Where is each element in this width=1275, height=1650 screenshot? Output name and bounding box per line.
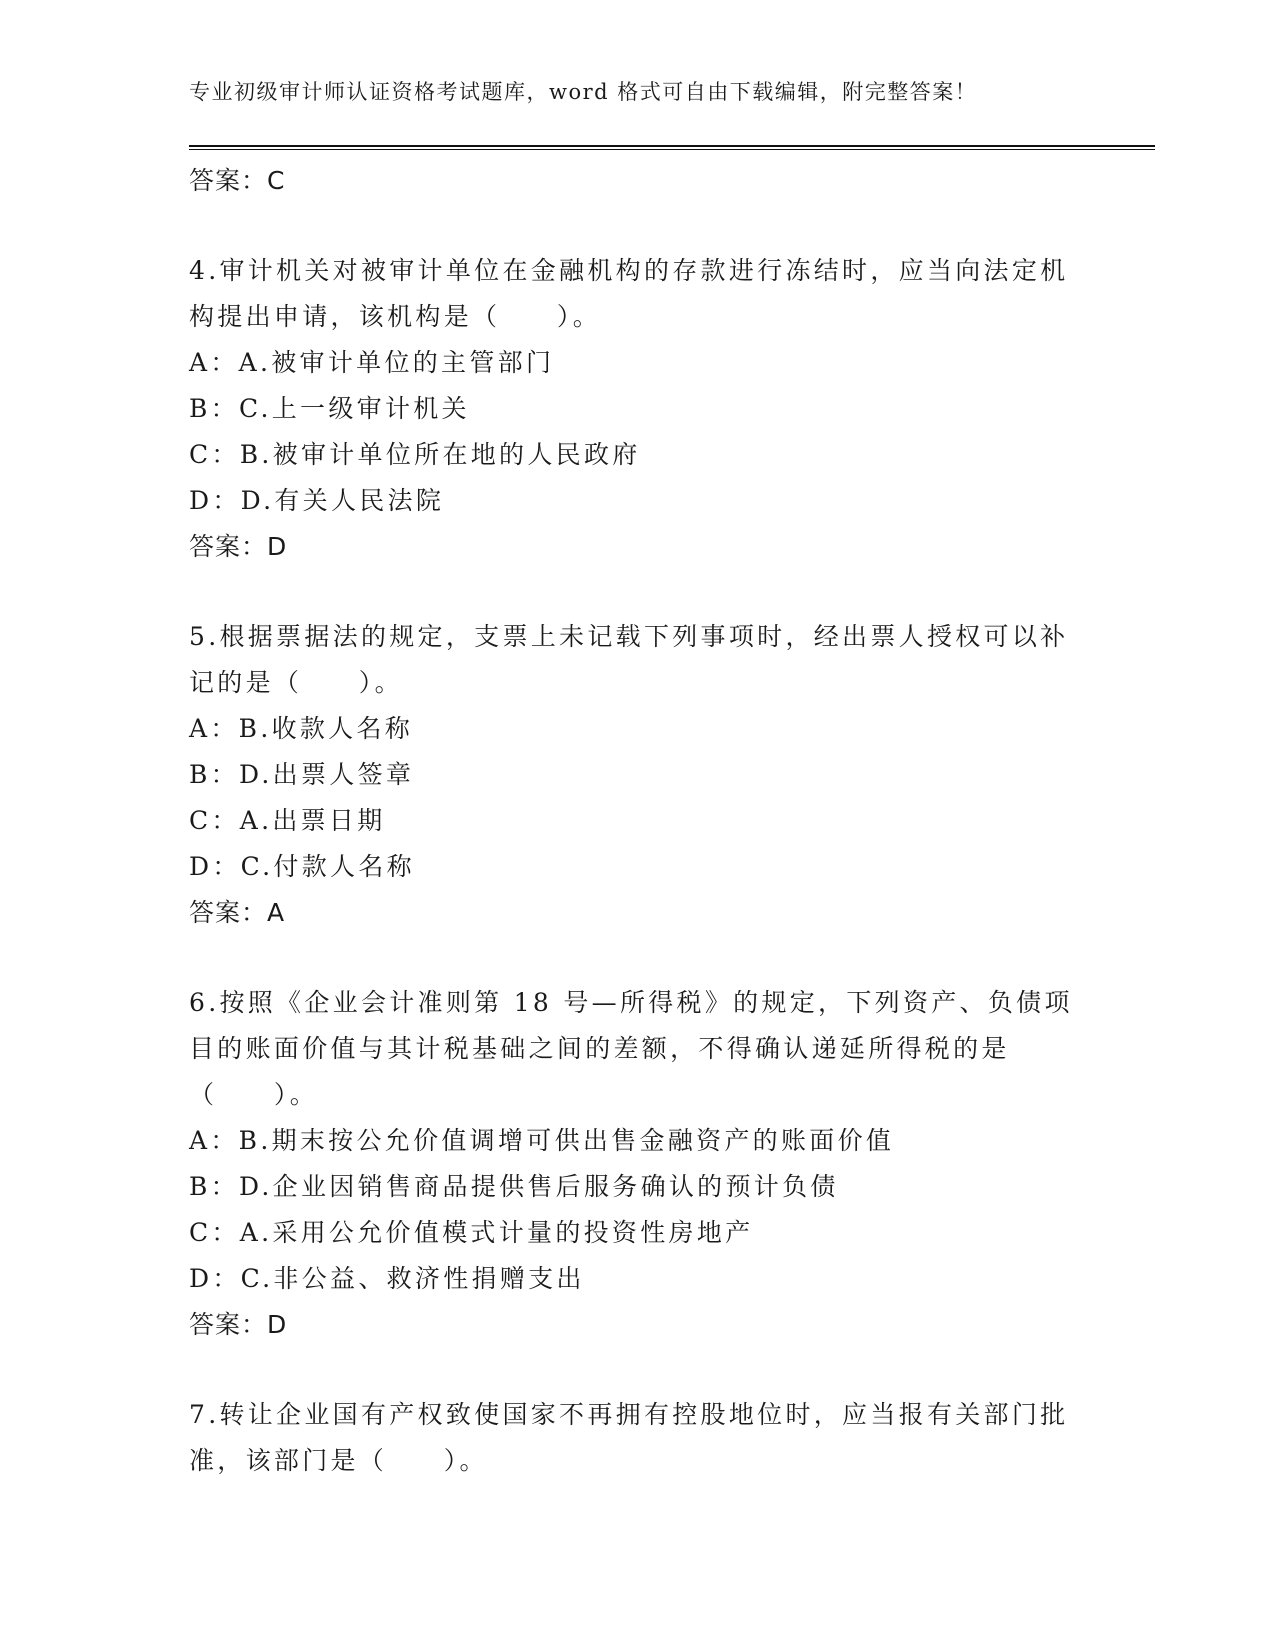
option-a: A：B.期末按公允价值调增可供出售金融资产的账面价值 — [189, 1126, 895, 1155]
answer-line: 答案：A — [189, 898, 286, 927]
answer-line: 答案：D — [189, 1310, 288, 1339]
question-stem: 4.审计机关对被审计单位在金融机构的存款进行冻结时，应当向法定机构提出申请，该机构是（ ）。 — [189, 256, 1069, 331]
option-b: B：D.出票人签章 — [189, 760, 415, 789]
header-divider — [189, 145, 1155, 150]
option-c: C：A.出票日期 — [189, 806, 386, 835]
option-d: D：C.非公益、救济性捐赠支出 — [189, 1264, 585, 1293]
option-b: B：C.上一级审计机关 — [189, 394, 470, 423]
option-b: B：D.企业因销售商品提供售后服务确认的预计负债 — [189, 1172, 839, 1201]
option-d: D：C.付款人名称 — [189, 852, 415, 881]
option-c: C：B.被审计单位所在地的人民政府 — [189, 440, 641, 469]
page-header: 专业初级审计师认证资格考试题库，word 格式可自由下载编辑，附完整答案！ — [189, 80, 978, 104]
question-block — [189, 980, 1089, 1348]
option-a: A：A.被审计单位的主管部门 — [189, 348, 555, 377]
question-stem: 6.按照《企业会计准则第 18 号—所得税》的规定，下列资产、负债项目的账面价值与其计税基础之间的差额，不得确认递延所得税的是（ ）。 — [189, 988, 1073, 1109]
question-stem: 7.转让企业国有产权致使国家不再拥有控股地位时，应当报有关部门批准，该部门是（ ）。 — [189, 1400, 1069, 1475]
question-stem: 5.根据票据法的规定，支票上未记载下列事项时，经出票人授权可以补记的是（ ）。 — [189, 622, 1069, 697]
answer-line: 答案：D — [189, 532, 288, 561]
option-a: A：B.收款人名称 — [189, 714, 414, 743]
option-d: D：D.有关人民法院 — [189, 486, 445, 515]
question-block — [189, 1392, 1089, 1484]
document-body — [189, 158, 1089, 1484]
answer-line: 答案：C — [189, 166, 286, 195]
question-block — [189, 248, 1089, 570]
option-c: C：A.采用公允价值模式计量的投资性房地产 — [189, 1218, 754, 1247]
question-block — [189, 614, 1089, 936]
